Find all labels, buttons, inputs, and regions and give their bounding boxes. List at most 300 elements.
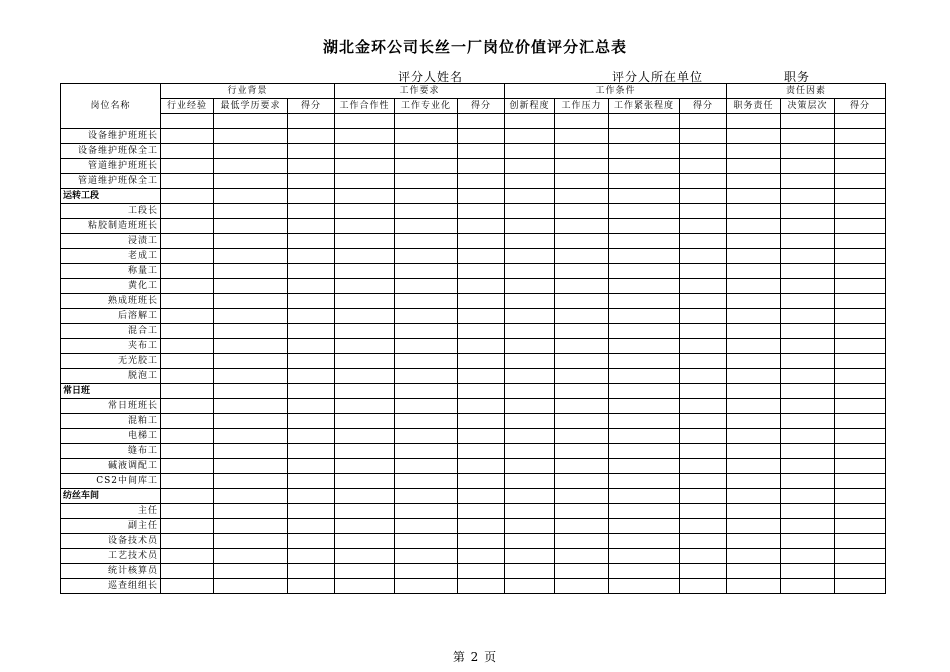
score-cell[interactable] xyxy=(727,384,781,399)
score-cell[interactable] xyxy=(835,294,886,309)
score-cell[interactable] xyxy=(680,579,727,594)
score-cell[interactable] xyxy=(214,519,288,534)
score-cell[interactable] xyxy=(609,174,680,189)
score-cell[interactable] xyxy=(680,519,727,534)
score-cell[interactable] xyxy=(555,384,609,399)
score-cell[interactable] xyxy=(214,399,288,414)
score-cell[interactable] xyxy=(505,294,555,309)
score-cell[interactable] xyxy=(555,444,609,459)
score-cell[interactable] xyxy=(458,474,505,489)
score-cell[interactable] xyxy=(161,234,214,249)
score-cell[interactable] xyxy=(555,429,609,444)
score-cell[interactable] xyxy=(458,564,505,579)
score-cell[interactable] xyxy=(288,579,335,594)
score-cell[interactable] xyxy=(395,414,458,429)
score-cell[interactable] xyxy=(555,249,609,264)
score-cell[interactable] xyxy=(835,459,886,474)
score-cell[interactable] xyxy=(505,384,555,399)
score-cell[interactable] xyxy=(680,564,727,579)
score-cell[interactable] xyxy=(680,189,727,204)
score-cell[interactable] xyxy=(727,129,781,144)
score-cell[interactable] xyxy=(458,219,505,234)
score-cell[interactable] xyxy=(609,204,680,219)
score-cell[interactable] xyxy=(781,549,835,564)
score-cell[interactable] xyxy=(680,489,727,504)
score-cell[interactable] xyxy=(781,489,835,504)
score-cell[interactable] xyxy=(835,429,886,444)
score-cell[interactable] xyxy=(458,324,505,339)
score-cell[interactable] xyxy=(458,204,505,219)
score-cell[interactable] xyxy=(609,504,680,519)
score-cell[interactable] xyxy=(555,354,609,369)
score-cell[interactable] xyxy=(781,249,835,264)
score-cell[interactable] xyxy=(727,324,781,339)
score-cell[interactable] xyxy=(288,204,335,219)
score-cell[interactable] xyxy=(214,459,288,474)
score-cell[interactable] xyxy=(781,309,835,324)
score-cell[interactable] xyxy=(161,339,214,354)
score-cell[interactable] xyxy=(555,294,609,309)
score-cell[interactable] xyxy=(727,279,781,294)
score-cell[interactable] xyxy=(781,339,835,354)
score-cell[interactable] xyxy=(214,429,288,444)
score-cell[interactable] xyxy=(161,249,214,264)
score-cell[interactable] xyxy=(214,129,288,144)
score-cell[interactable] xyxy=(161,219,214,234)
score-cell[interactable] xyxy=(288,159,335,174)
score-cell[interactable] xyxy=(555,534,609,549)
score-cell[interactable] xyxy=(555,399,609,414)
score-cell[interactable] xyxy=(458,159,505,174)
score-cell[interactable] xyxy=(609,249,680,264)
score-cell[interactable] xyxy=(835,249,886,264)
score-cell[interactable] xyxy=(161,504,214,519)
score-cell[interactable] xyxy=(288,519,335,534)
score-cell[interactable] xyxy=(161,489,214,504)
score-cell[interactable] xyxy=(555,159,609,174)
score-cell[interactable] xyxy=(395,189,458,204)
score-cell[interactable] xyxy=(781,579,835,594)
score-cell[interactable] xyxy=(214,294,288,309)
score-cell[interactable] xyxy=(395,369,458,384)
score-cell[interactable] xyxy=(395,339,458,354)
score-cell[interactable] xyxy=(505,249,555,264)
score-cell[interactable] xyxy=(214,489,288,504)
score-cell[interactable] xyxy=(835,564,886,579)
score-cell[interactable] xyxy=(835,549,886,564)
score-cell[interactable] xyxy=(335,144,395,159)
score-cell[interactable] xyxy=(458,279,505,294)
score-cell[interactable] xyxy=(458,174,505,189)
score-cell[interactable] xyxy=(505,444,555,459)
score-cell[interactable] xyxy=(214,159,288,174)
score-cell[interactable] xyxy=(835,144,886,159)
score-cell[interactable] xyxy=(781,189,835,204)
score-cell[interactable] xyxy=(680,144,727,159)
score-cell[interactable] xyxy=(161,189,214,204)
score-cell[interactable] xyxy=(835,369,886,384)
score-cell[interactable] xyxy=(395,444,458,459)
score-cell[interactable] xyxy=(609,129,680,144)
score-cell[interactable] xyxy=(781,354,835,369)
score-cell[interactable] xyxy=(395,204,458,219)
score-cell[interactable] xyxy=(214,279,288,294)
score-cell[interactable] xyxy=(505,369,555,384)
score-cell[interactable] xyxy=(458,579,505,594)
score-cell[interactable] xyxy=(288,279,335,294)
score-cell[interactable] xyxy=(555,504,609,519)
score-cell[interactable] xyxy=(458,249,505,264)
score-cell[interactable] xyxy=(161,579,214,594)
score-cell[interactable] xyxy=(335,534,395,549)
score-cell[interactable] xyxy=(505,399,555,414)
score-cell[interactable] xyxy=(781,369,835,384)
score-cell[interactable] xyxy=(505,429,555,444)
score-cell[interactable] xyxy=(505,549,555,564)
score-cell[interactable] xyxy=(505,519,555,534)
score-cell[interactable] xyxy=(781,144,835,159)
score-cell[interactable] xyxy=(335,444,395,459)
score-cell[interactable] xyxy=(214,549,288,564)
score-cell[interactable] xyxy=(505,474,555,489)
score-cell[interactable] xyxy=(458,444,505,459)
score-cell[interactable] xyxy=(214,324,288,339)
score-cell[interactable] xyxy=(395,474,458,489)
score-cell[interactable] xyxy=(609,309,680,324)
score-cell[interactable] xyxy=(835,474,886,489)
score-cell[interactable] xyxy=(680,279,727,294)
score-cell[interactable] xyxy=(609,279,680,294)
score-cell[interactable] xyxy=(727,159,781,174)
score-cell[interactable] xyxy=(555,414,609,429)
score-cell[interactable] xyxy=(680,174,727,189)
score-cell[interactable] xyxy=(555,144,609,159)
score-cell[interactable] xyxy=(395,324,458,339)
score-cell[interactable] xyxy=(727,414,781,429)
score-cell[interactable] xyxy=(335,219,395,234)
score-cell[interactable] xyxy=(395,534,458,549)
score-cell[interactable] xyxy=(609,399,680,414)
score-cell[interactable] xyxy=(214,174,288,189)
score-cell[interactable] xyxy=(458,369,505,384)
score-cell[interactable] xyxy=(395,564,458,579)
score-cell[interactable] xyxy=(727,369,781,384)
score-cell[interactable] xyxy=(680,219,727,234)
score-cell[interactable] xyxy=(835,129,886,144)
score-cell[interactable] xyxy=(727,549,781,564)
score-cell[interactable] xyxy=(214,264,288,279)
score-cell[interactable] xyxy=(609,324,680,339)
score-cell[interactable] xyxy=(505,489,555,504)
score-cell[interactable] xyxy=(835,204,886,219)
score-cell[interactable] xyxy=(680,159,727,174)
score-cell[interactable] xyxy=(835,354,886,369)
score-cell[interactable] xyxy=(214,579,288,594)
score-cell[interactable] xyxy=(505,159,555,174)
score-cell[interactable] xyxy=(458,309,505,324)
score-cell[interactable] xyxy=(505,414,555,429)
score-cell[interactable] xyxy=(727,294,781,309)
score-cell[interactable] xyxy=(161,324,214,339)
score-cell[interactable] xyxy=(680,294,727,309)
score-cell[interactable] xyxy=(555,174,609,189)
score-cell[interactable] xyxy=(727,429,781,444)
score-cell[interactable] xyxy=(161,159,214,174)
score-cell[interactable] xyxy=(727,459,781,474)
score-cell[interactable] xyxy=(555,339,609,354)
score-cell[interactable] xyxy=(505,264,555,279)
score-cell[interactable] xyxy=(609,564,680,579)
score-cell[interactable] xyxy=(680,504,727,519)
score-cell[interactable] xyxy=(335,549,395,564)
score-cell[interactable] xyxy=(214,219,288,234)
score-cell[interactable] xyxy=(161,429,214,444)
score-cell[interactable] xyxy=(395,234,458,249)
score-cell[interactable] xyxy=(214,504,288,519)
score-cell[interactable] xyxy=(835,414,886,429)
score-cell[interactable] xyxy=(214,444,288,459)
score-cell[interactable] xyxy=(288,339,335,354)
score-cell[interactable] xyxy=(458,339,505,354)
score-cell[interactable] xyxy=(835,219,886,234)
score-cell[interactable] xyxy=(555,219,609,234)
score-cell[interactable] xyxy=(781,564,835,579)
score-cell[interactable] xyxy=(505,129,555,144)
score-cell[interactable] xyxy=(214,204,288,219)
score-cell[interactable] xyxy=(781,429,835,444)
score-cell[interactable] xyxy=(214,369,288,384)
score-cell[interactable] xyxy=(505,504,555,519)
score-cell[interactable] xyxy=(395,129,458,144)
score-cell[interactable] xyxy=(214,249,288,264)
score-cell[interactable] xyxy=(161,279,214,294)
score-cell[interactable] xyxy=(609,219,680,234)
score-cell[interactable] xyxy=(781,264,835,279)
score-cell[interactable] xyxy=(288,309,335,324)
score-cell[interactable] xyxy=(835,384,886,399)
score-cell[interactable] xyxy=(555,309,609,324)
score-cell[interactable] xyxy=(161,369,214,384)
score-cell[interactable] xyxy=(727,189,781,204)
score-cell[interactable] xyxy=(288,234,335,249)
score-cell[interactable] xyxy=(609,339,680,354)
score-cell[interactable] xyxy=(214,384,288,399)
score-cell[interactable] xyxy=(335,279,395,294)
score-cell[interactable] xyxy=(395,159,458,174)
score-cell[interactable] xyxy=(680,414,727,429)
score-cell[interactable] xyxy=(609,144,680,159)
score-cell[interactable] xyxy=(609,534,680,549)
score-cell[interactable] xyxy=(395,174,458,189)
score-cell[interactable] xyxy=(161,294,214,309)
score-cell[interactable] xyxy=(288,219,335,234)
score-cell[interactable] xyxy=(680,534,727,549)
score-cell[interactable] xyxy=(395,384,458,399)
score-cell[interactable] xyxy=(335,579,395,594)
score-cell[interactable] xyxy=(288,429,335,444)
score-cell[interactable] xyxy=(214,309,288,324)
score-cell[interactable] xyxy=(781,174,835,189)
score-cell[interactable] xyxy=(335,354,395,369)
score-cell[interactable] xyxy=(555,474,609,489)
score-cell[interactable] xyxy=(781,474,835,489)
score-cell[interactable] xyxy=(781,384,835,399)
score-cell[interactable] xyxy=(288,174,335,189)
score-cell[interactable] xyxy=(781,159,835,174)
score-cell[interactable] xyxy=(161,474,214,489)
score-cell[interactable] xyxy=(288,534,335,549)
score-cell[interactable] xyxy=(288,549,335,564)
score-cell[interactable] xyxy=(288,249,335,264)
score-cell[interactable] xyxy=(505,534,555,549)
score-cell[interactable] xyxy=(727,234,781,249)
score-cell[interactable] xyxy=(727,354,781,369)
score-cell[interactable] xyxy=(680,369,727,384)
score-cell[interactable] xyxy=(781,324,835,339)
score-cell[interactable] xyxy=(727,264,781,279)
score-cell[interactable] xyxy=(835,174,886,189)
score-cell[interactable] xyxy=(835,489,886,504)
score-cell[interactable] xyxy=(395,309,458,324)
score-cell[interactable] xyxy=(781,399,835,414)
score-cell[interactable] xyxy=(335,564,395,579)
score-cell[interactable] xyxy=(335,459,395,474)
score-cell[interactable] xyxy=(505,174,555,189)
score-cell[interactable] xyxy=(781,534,835,549)
score-cell[interactable] xyxy=(835,279,886,294)
score-cell[interactable] xyxy=(335,519,395,534)
score-cell[interactable] xyxy=(288,324,335,339)
score-cell[interactable] xyxy=(781,519,835,534)
score-cell[interactable] xyxy=(395,249,458,264)
score-cell[interactable] xyxy=(335,369,395,384)
score-cell[interactable] xyxy=(727,534,781,549)
score-cell[interactable] xyxy=(609,294,680,309)
score-cell[interactable] xyxy=(727,219,781,234)
score-cell[interactable] xyxy=(161,564,214,579)
score-cell[interactable] xyxy=(555,189,609,204)
score-cell[interactable] xyxy=(727,489,781,504)
score-cell[interactable] xyxy=(335,294,395,309)
score-cell[interactable] xyxy=(395,219,458,234)
score-cell[interactable] xyxy=(395,519,458,534)
score-cell[interactable] xyxy=(161,129,214,144)
score-cell[interactable] xyxy=(555,579,609,594)
score-cell[interactable] xyxy=(335,204,395,219)
score-cell[interactable] xyxy=(680,549,727,564)
score-cell[interactable] xyxy=(161,204,214,219)
score-cell[interactable] xyxy=(458,504,505,519)
score-cell[interactable] xyxy=(555,279,609,294)
score-cell[interactable] xyxy=(505,339,555,354)
score-cell[interactable] xyxy=(680,204,727,219)
score-cell[interactable] xyxy=(609,264,680,279)
score-cell[interactable] xyxy=(680,249,727,264)
score-cell[interactable] xyxy=(335,174,395,189)
score-cell[interactable] xyxy=(835,234,886,249)
score-cell[interactable] xyxy=(727,579,781,594)
score-cell[interactable] xyxy=(555,489,609,504)
score-cell[interactable] xyxy=(288,384,335,399)
score-cell[interactable] xyxy=(609,549,680,564)
score-cell[interactable] xyxy=(214,564,288,579)
score-cell[interactable] xyxy=(835,159,886,174)
score-cell[interactable] xyxy=(680,324,727,339)
score-cell[interactable] xyxy=(335,324,395,339)
score-cell[interactable] xyxy=(288,474,335,489)
score-cell[interactable] xyxy=(458,384,505,399)
score-cell[interactable] xyxy=(214,534,288,549)
score-cell[interactable] xyxy=(335,504,395,519)
score-cell[interactable] xyxy=(458,189,505,204)
score-cell[interactable] xyxy=(458,264,505,279)
score-cell[interactable] xyxy=(609,579,680,594)
score-cell[interactable] xyxy=(288,459,335,474)
score-cell[interactable] xyxy=(680,459,727,474)
score-cell[interactable] xyxy=(395,294,458,309)
score-cell[interactable] xyxy=(727,399,781,414)
score-cell[interactable] xyxy=(335,249,395,264)
score-cell[interactable] xyxy=(835,399,886,414)
score-cell[interactable] xyxy=(781,234,835,249)
score-cell[interactable] xyxy=(161,414,214,429)
score-cell[interactable] xyxy=(505,234,555,249)
score-cell[interactable] xyxy=(161,264,214,279)
score-cell[interactable] xyxy=(609,384,680,399)
score-cell[interactable] xyxy=(161,309,214,324)
score-cell[interactable] xyxy=(609,159,680,174)
score-cell[interactable] xyxy=(395,504,458,519)
score-cell[interactable] xyxy=(214,474,288,489)
score-cell[interactable] xyxy=(505,564,555,579)
score-cell[interactable] xyxy=(680,474,727,489)
score-cell[interactable] xyxy=(161,444,214,459)
score-cell[interactable] xyxy=(609,414,680,429)
score-cell[interactable] xyxy=(680,234,727,249)
score-cell[interactable] xyxy=(458,129,505,144)
score-cell[interactable] xyxy=(458,429,505,444)
score-cell[interactable] xyxy=(458,414,505,429)
score-cell[interactable] xyxy=(727,144,781,159)
score-cell[interactable] xyxy=(395,279,458,294)
score-cell[interactable] xyxy=(505,189,555,204)
score-cell[interactable] xyxy=(458,489,505,504)
score-cell[interactable] xyxy=(395,144,458,159)
score-cell[interactable] xyxy=(288,144,335,159)
score-cell[interactable] xyxy=(161,459,214,474)
score-cell[interactable] xyxy=(727,444,781,459)
score-cell[interactable] xyxy=(727,249,781,264)
score-cell[interactable] xyxy=(335,429,395,444)
score-cell[interactable] xyxy=(781,129,835,144)
score-cell[interactable] xyxy=(680,354,727,369)
score-cell[interactable] xyxy=(555,204,609,219)
score-cell[interactable] xyxy=(161,174,214,189)
score-cell[interactable] xyxy=(727,174,781,189)
score-cell[interactable] xyxy=(781,279,835,294)
score-cell[interactable] xyxy=(458,519,505,534)
score-cell[interactable] xyxy=(288,369,335,384)
score-cell[interactable] xyxy=(609,459,680,474)
score-cell[interactable] xyxy=(395,579,458,594)
score-cell[interactable] xyxy=(288,414,335,429)
score-cell[interactable] xyxy=(335,234,395,249)
score-cell[interactable] xyxy=(835,534,886,549)
score-cell[interactable] xyxy=(288,399,335,414)
score-cell[interactable] xyxy=(288,354,335,369)
score-cell[interactable] xyxy=(335,399,395,414)
score-cell[interactable] xyxy=(458,534,505,549)
